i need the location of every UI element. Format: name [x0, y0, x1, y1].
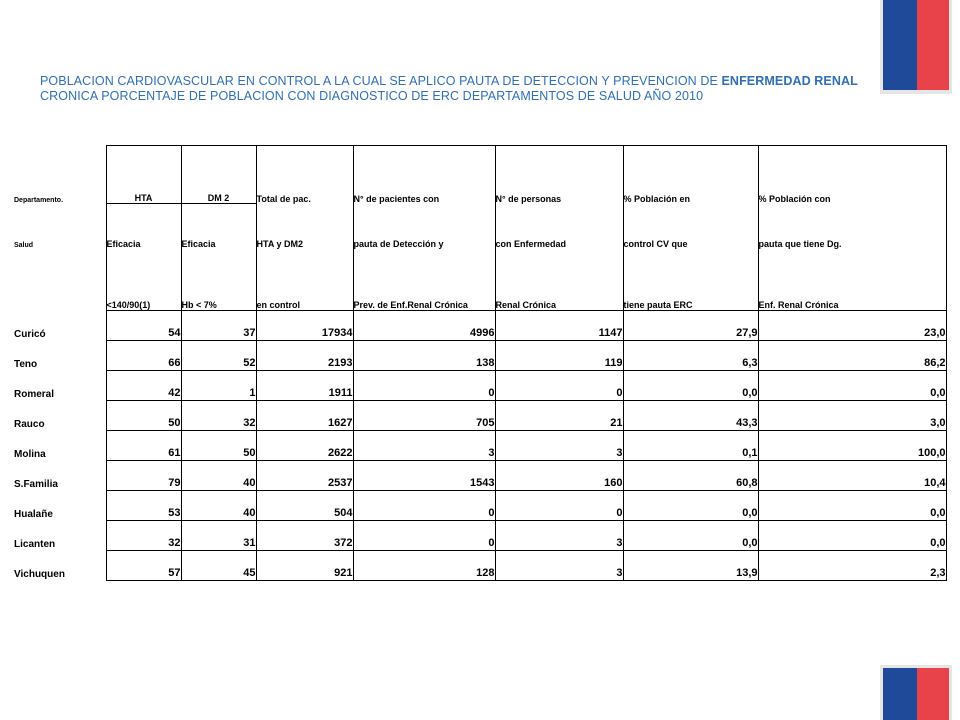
cell-pautas: 1543 [353, 461, 495, 491]
header-total: Total de pac. [256, 146, 353, 204]
cell-hta: 53 [106, 491, 181, 521]
cell-pautas: 3 [353, 431, 495, 461]
header-pautas-2: pauta de Detección y [353, 204, 495, 249]
cell-erc: 3 [495, 551, 623, 581]
cell-total: 2193 [256, 341, 353, 371]
cell-total: 2537 [256, 461, 353, 491]
title-line-2: CRONICA PORCENTAJE DE POBLACION CON DIAGNOSTICO DE ERC DEPARTAMENTOS DE SALUD AÑO 2010 [40, 89, 704, 103]
cell-pct-dg: 0,0 [758, 491, 946, 521]
cell-pautas: 0 [353, 491, 495, 521]
cell-dm2: 45 [181, 551, 256, 581]
header-pct-pauta-3: tiene pauta ERC [623, 249, 758, 311]
table-row [14, 491, 946, 521]
chile-flag-stripe-bottom [883, 668, 949, 720]
header-hta-eficacia: Eficacia [106, 204, 181, 249]
header-pct-pauta: % Población en [623, 146, 758, 204]
cell-pct-pauta: 60,8 [623, 461, 758, 491]
cell-erc: 21 [495, 401, 623, 431]
slide-title [40, 74, 870, 104]
cell-erc: 3 [495, 431, 623, 461]
cell-erc: 119 [495, 341, 623, 371]
table-row [14, 431, 946, 461]
header-salud: Salud [14, 241, 34, 249]
cell-pct-dg: 86,2 [758, 341, 946, 371]
cell-total: 921 [256, 551, 353, 581]
table-row [14, 401, 946, 431]
cell-departamento: Hualañe [14, 508, 53, 520]
cell-hta: 57 [106, 551, 181, 581]
cell-pct-pauta: 0,0 [623, 521, 758, 551]
header-personas-3: Renal Crónica [495, 249, 623, 311]
cell-total: 1911 [256, 371, 353, 401]
cell-dm2: 37 [181, 311, 256, 341]
cell-pautas: 0 [353, 521, 495, 551]
cell-pct-dg: 10,4 [758, 461, 946, 491]
header-hta: HTA [106, 146, 181, 204]
cell-hta: 66 [106, 341, 181, 371]
table-row [14, 371, 946, 401]
header-dm2-eficacia: Eficacia [181, 204, 256, 249]
table-row [14, 521, 946, 551]
header-pct-dg: % Población con [758, 146, 946, 204]
cell-dm2: 40 [181, 491, 256, 521]
header-total-2: HTA y DM2 [256, 204, 353, 249]
cell-pct-dg: 0,0 [758, 371, 946, 401]
cell-pautas: 138 [353, 341, 495, 371]
cell-departamento: S.Familia [14, 478, 58, 490]
cell-hta: 61 [106, 431, 181, 461]
header-dm2-target: Hb < 7% [181, 249, 256, 311]
cell-dm2: 1 [181, 371, 256, 401]
cell-pct-pauta: 27,9 [623, 311, 758, 341]
title-line-1-bold: ENFERMEDAD RENAL [721, 74, 858, 88]
header-pautas: N° de pacientes con [353, 146, 495, 204]
header-row-1 [14, 146, 946, 204]
cell-pct-pauta: 43,3 [623, 401, 758, 431]
header-pct-pauta-2: control CV que [623, 204, 758, 249]
cell-hta: 50 [106, 401, 181, 431]
cell-pct-dg: 2,3 [758, 551, 946, 581]
cell-dm2: 40 [181, 461, 256, 491]
cell-pct-pauta: 0,0 [623, 491, 758, 521]
flag-red-band [917, 0, 949, 90]
header-personas-2: con Enfermedad [495, 204, 623, 249]
header-empty [14, 249, 106, 311]
cell-total: 504 [256, 491, 353, 521]
cell-pct-pauta: 13,9 [623, 551, 758, 581]
cell-departamento: Romeral [14, 388, 55, 400]
cell-pct-dg: 100,0 [758, 431, 946, 461]
cell-hta: 79 [106, 461, 181, 491]
cell-total: 372 [256, 521, 353, 551]
cell-erc: 3 [495, 521, 623, 551]
cell-departamento: Vichuquen [14, 568, 65, 580]
cell-pautas: 4996 [353, 311, 495, 341]
cell-pct-pauta: 0,0 [623, 371, 758, 401]
cell-dm2: 52 [181, 341, 256, 371]
cell-pautas: 705 [353, 401, 495, 431]
cell-pct-pauta: 0,1 [623, 431, 758, 461]
chile-flag-stripe-top [883, 0, 949, 90]
header-pct-dg-3: Enf. Renal Crónica [758, 249, 946, 311]
cell-dm2: 50 [181, 431, 256, 461]
table-row [14, 461, 946, 491]
header-departamento: Departamento. [14, 196, 64, 204]
cell-pct-pauta: 6,3 [623, 341, 758, 371]
table-row [14, 551, 946, 581]
flag-red-band [917, 668, 949, 720]
cell-erc: 160 [495, 461, 623, 491]
cell-dm2: 31 [181, 521, 256, 551]
header-dm2: DM 2 [181, 146, 256, 204]
erc-table [14, 145, 947, 581]
cell-departamento: Rauco [14, 418, 45, 430]
header-personas: N° de personas [495, 146, 623, 204]
cell-departamento: Molina [14, 448, 46, 460]
cell-dm2: 32 [181, 401, 256, 431]
cell-pct-dg: 3,0 [758, 401, 946, 431]
cell-erc: 0 [495, 371, 623, 401]
cell-departamento: Licanten [14, 538, 56, 550]
header-row-2 [14, 204, 946, 249]
cell-total: 2622 [256, 431, 353, 461]
cell-pct-dg: 23,0 [758, 311, 946, 341]
cell-erc: 1147 [495, 311, 623, 341]
cell-hta: 32 [106, 521, 181, 551]
cell-erc: 0 [495, 491, 623, 521]
header-pct-dg-2: pauta que tiene Dg. [758, 204, 946, 249]
cell-hta: 42 [106, 371, 181, 401]
cell-pct-dg: 0,0 [758, 521, 946, 551]
cell-total: 17934 [256, 311, 353, 341]
cell-total: 1627 [256, 401, 353, 431]
header-pautas-3: Prev. de Enf.Renal Crónica [353, 249, 495, 311]
table-row [14, 311, 946, 341]
flag-blue-band [883, 0, 917, 90]
cell-departamento: Teno [14, 358, 38, 370]
cell-pautas: 128 [353, 551, 495, 581]
cell-pautas: 0 [353, 371, 495, 401]
header-total-3: en control [256, 249, 353, 311]
flag-blue-band [883, 668, 917, 720]
title-line-1-text: POBLACION CARDIOVASCULAR EN CONTROL A LA CUAL SE APLICO PAUTA DE DETECCION Y PREVENCION DE [40, 74, 722, 88]
table-body [14, 311, 946, 581]
title-line-1 [40, 74, 870, 89]
header-hta-target: <140/90(1) [106, 249, 181, 311]
header-row-3 [14, 249, 946, 311]
cell-departamento: Curicó [14, 328, 46, 340]
cell-hta: 54 [106, 311, 181, 341]
table-row [14, 341, 946, 371]
